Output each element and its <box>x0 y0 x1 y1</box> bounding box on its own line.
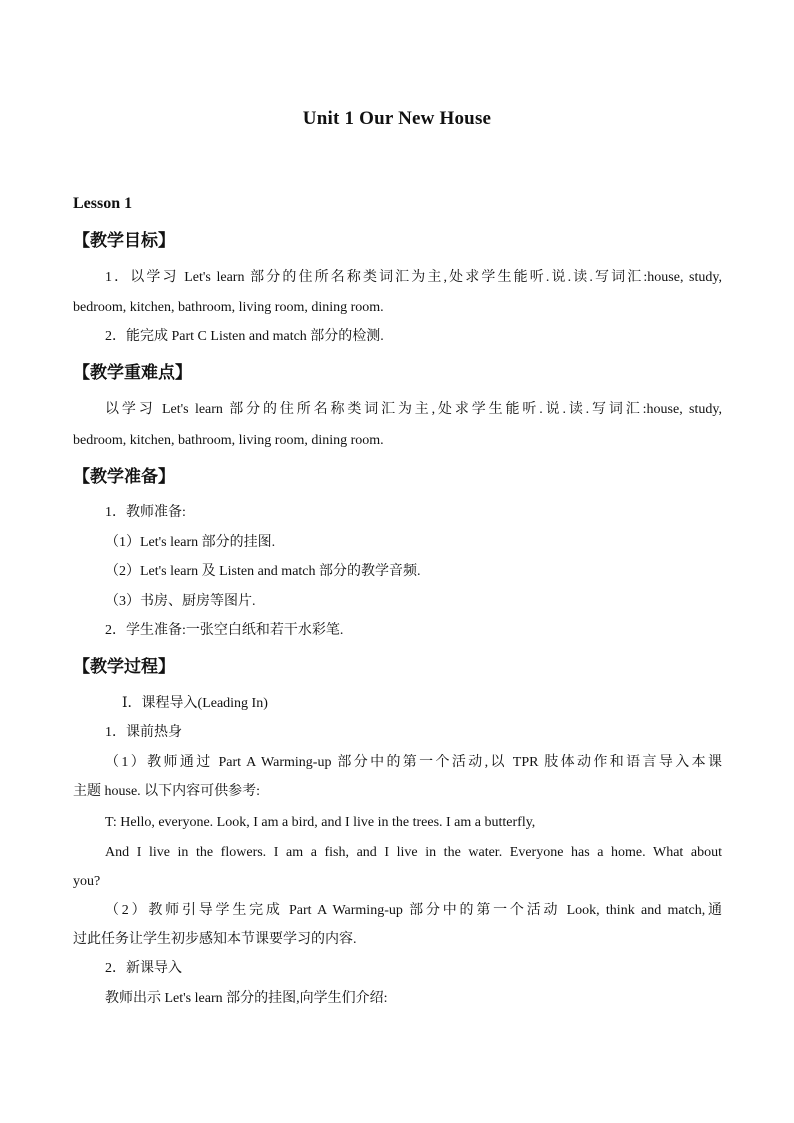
preparation-item-1: 1．教师准备: <box>105 505 186 520</box>
dialog-line-2: And I live in the flowers. I am a fish, and I live in the water. Everyone has a home. What about <box>105 845 722 860</box>
section-heading-preparation: 【教学准备】 <box>73 467 175 487</box>
key-points-line-1: 以学习 Let's learn 部分的住所名称类词汇为主,处求学生能听.说.读.写词汇:house, study, <box>105 402 722 417</box>
process-step-1: Ⅰ．课程导入(Leading In) <box>122 696 268 711</box>
dialog-line-3: you? <box>73 874 101 889</box>
lesson-label: Lesson 1 <box>73 195 133 212</box>
process-last-line: 教师出示 Let's learn 部分的挂图,向学生们介绍: <box>105 991 388 1006</box>
section-heading-key-points: 【教学重难点】 <box>73 363 192 383</box>
preparation-item-5: 2．学生准备:一张空白纸和若干水彩笔. <box>105 623 344 638</box>
process-p1-line-1: （1）教师通过 Part A Warming-up 部分中的第一个活动,以 TPR 肢体动作和语言导入本课 <box>105 755 722 770</box>
goals-item-1-line-1: 1．以学习 Let's learn 部分的住所名称类词汇为主,处求学生能听.说.读.写词汇:house, study, <box>105 270 722 285</box>
process-p1-line-2: 主题 house. 以下内容可供参考: <box>73 784 261 799</box>
section-heading-goals: 【教学目标】 <box>73 231 175 251</box>
dialog-line-1: T: Hello, everyone. Look, I am a bird, and I live in the trees. I am a butterfly, <box>105 815 536 830</box>
goals-item-2: 2．能完成 Part C Listen and match 部分的检测. <box>105 329 384 344</box>
preparation-item-2: （1）Let's learn 部分的挂图. <box>105 535 276 550</box>
process-sub-1: 1．课前热身 <box>105 725 182 740</box>
process-p2-line-1: （2）教师引导学生完成 Part A Warming-up 部分中的第一个活动 Look, think and match,通 <box>105 903 722 918</box>
process-p2-line-2: 过此任务让学生初步感知本节课要学习的内容. <box>73 932 357 947</box>
goals-item-1-line-2: bedroom, kitchen, bathroom, living room, dining room. <box>73 300 384 315</box>
preparation-item-3: （2）Let's learn 及 Listen and match 部分的教学音频. <box>105 564 421 579</box>
key-points-line-2: bedroom, kitchen, bathroom, living room, dining room. <box>73 433 384 448</box>
preparation-item-4: （3）书房、厨房等图片. <box>105 594 256 609</box>
section-heading-process: 【教学过程】 <box>73 657 175 677</box>
process-sub-2: 2．新课导入 <box>105 961 182 976</box>
page-title: Unit 1 Our New House <box>302 108 492 129</box>
